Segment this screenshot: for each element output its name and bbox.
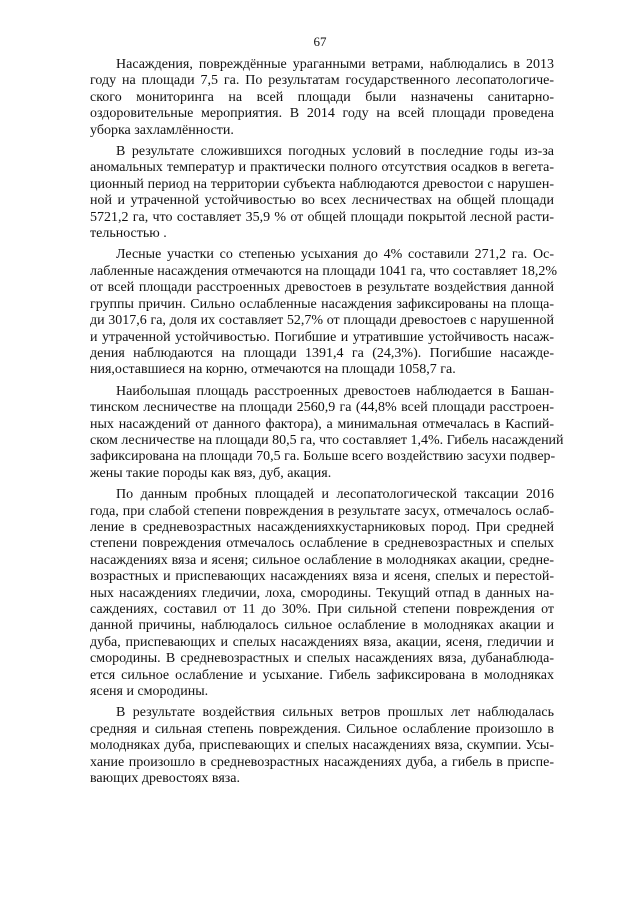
text-line: лабленные насаждения отмечаются на площади 1041 га, что составляет 18,2% bbox=[90, 263, 557, 279]
text-line: средняя и сильная степень повреждения. Сильное ослабление произошло в bbox=[90, 721, 554, 737]
text-line: В результате сложившихся погодных условий в последние годы из-за bbox=[116, 144, 554, 160]
text-line: ясеня и смородины. bbox=[90, 684, 209, 700]
text-line: В результате воздействия сильных ветров прошлых лет наблюдалась bbox=[116, 705, 554, 721]
text-line: смородины. В средневозрастных и спелых насаждениях вяза, дубанаблюда- bbox=[90, 651, 554, 667]
paragraph bbox=[90, 383, 564, 482]
paragraph bbox=[90, 57, 554, 139]
text-line: году на площади 7,5 га. По результатам государственного лесопатологиче- bbox=[90, 73, 554, 89]
paragraph bbox=[90, 487, 554, 700]
text-line: ных насаждениях гледичии, лоха, смородины. Текущий отпад в данных на- bbox=[90, 585, 554, 601]
text-line: ной и утраченной устойчивостью во всех лесничествах на общей площади bbox=[90, 193, 554, 209]
text-line: оздоровительные мероприятия. В 2014 году на всей площади проведена bbox=[90, 106, 554, 122]
text-line: ди 3017,6 га, доля их составляет 52,7% от площади древостоев с нарушенной bbox=[90, 313, 554, 329]
text-line: ния,оставшиеся на корню, отмечаются на площади 1058,7 га. bbox=[90, 362, 456, 378]
text-line: ском лесничестве на площади 80,5 га, что составляет 1,4%. Гибель насаждений bbox=[90, 432, 564, 448]
text-line: от всей площади расстроенных древостоев в результате воздействия данной bbox=[90, 280, 554, 296]
text-line: тельностью . bbox=[90, 226, 167, 242]
paragraph bbox=[90, 705, 554, 787]
text-line: тинском лесничестве на площади 2560,9 га (44,8% всей площади расстроен- bbox=[90, 400, 554, 416]
text-line: группы причин. Сильно ослабленные насаждения зафиксированы на площа- bbox=[90, 296, 554, 312]
text-line: возрастных и приспевающих насаждениях вяза и ясеня, спелых и перестой- bbox=[90, 569, 554, 585]
text-line: жены такие породы как вяз, дуб, акация. bbox=[90, 465, 332, 481]
paragraph bbox=[90, 144, 554, 242]
text-line: насаждениях вяза и ясеня; сильное ослабление в молодняках акации, средне- bbox=[90, 552, 554, 568]
text-line: По данным пробных площадей и лесопатологической таксации 2016 bbox=[116, 487, 554, 503]
text-line: и утраченной устойчивостью. Погибшие и утратившие устойчивость насаж- bbox=[90, 329, 554, 345]
text-line: дения наблюдаются на площади 1391,4 га (24,3%). Погибшие насажде- bbox=[90, 345, 554, 361]
text-line: молодняках дуба, приспевающих и спелых насаждениях вяза, скумпии. Усы- bbox=[90, 738, 554, 754]
text-line: степени повреждения отмечалось ослабление в средневозрастных и спелых bbox=[90, 536, 554, 552]
text-line: дуба, приспевающих и спелых насаждениях вяза, акации, ясеня, гледичии и bbox=[90, 634, 554, 650]
page-number: 67 bbox=[313, 34, 327, 49]
text-line: ных насаждений от данного фактора), а минимальная отмечалась в Каспий- bbox=[90, 416, 554, 432]
text-line: ление в средневозрастных насажденияхкустарниковых пород. При средней bbox=[90, 519, 554, 535]
text-line: данной причины, наблюдалось сильное ослабление в молодняках акации и bbox=[90, 618, 554, 634]
text-line: ется сильное ослабление и усыхание. Гибель зафиксирована в молодняках bbox=[90, 667, 554, 683]
text-line: года, при слабой степени повреждения в результате засух, отмечалось ослаб- bbox=[90, 503, 554, 519]
text-line: 5721,2 га, что составляет 35,9 % от общей площади покрытой лесной расти- bbox=[90, 209, 554, 225]
text-line: уборка захламлённости. bbox=[90, 122, 234, 138]
text-line: хание произошло в средневозрастных насаждениях дуба, а гибель в приспе- bbox=[90, 754, 554, 770]
text-line: Лесные участки со степенью усыхания до 4% составили 271,2 га. Ос- bbox=[116, 247, 554, 263]
document-body bbox=[90, 57, 564, 792]
text-line: саждениях, составил от 11 до 30%. При сильной степени повреждения от bbox=[90, 602, 554, 617]
text-line: Наибольшая площадь расстроенных древостоев наблюдается в Башан- bbox=[116, 383, 554, 399]
text-line: аномальных температур и практически полного отсутствия осадков в вегета- bbox=[90, 160, 554, 176]
text-line: Насаждения, повреждённые ураганными ветрами, наблюдались в 2013 bbox=[116, 57, 554, 72]
text-line: ского мониторинга на всей площади были назначены санитарно- bbox=[90, 89, 554, 105]
text-line: ционный период на территории субъекта наблюдаются древостои с нарушен- bbox=[90, 176, 554, 192]
text-line: зафиксирована на площади 70,5 га. Больше всего воздействию засухи подвер- bbox=[90, 449, 556, 465]
paragraph bbox=[90, 247, 557, 378]
text-line: вающих древостоях вяза. bbox=[90, 771, 241, 787]
